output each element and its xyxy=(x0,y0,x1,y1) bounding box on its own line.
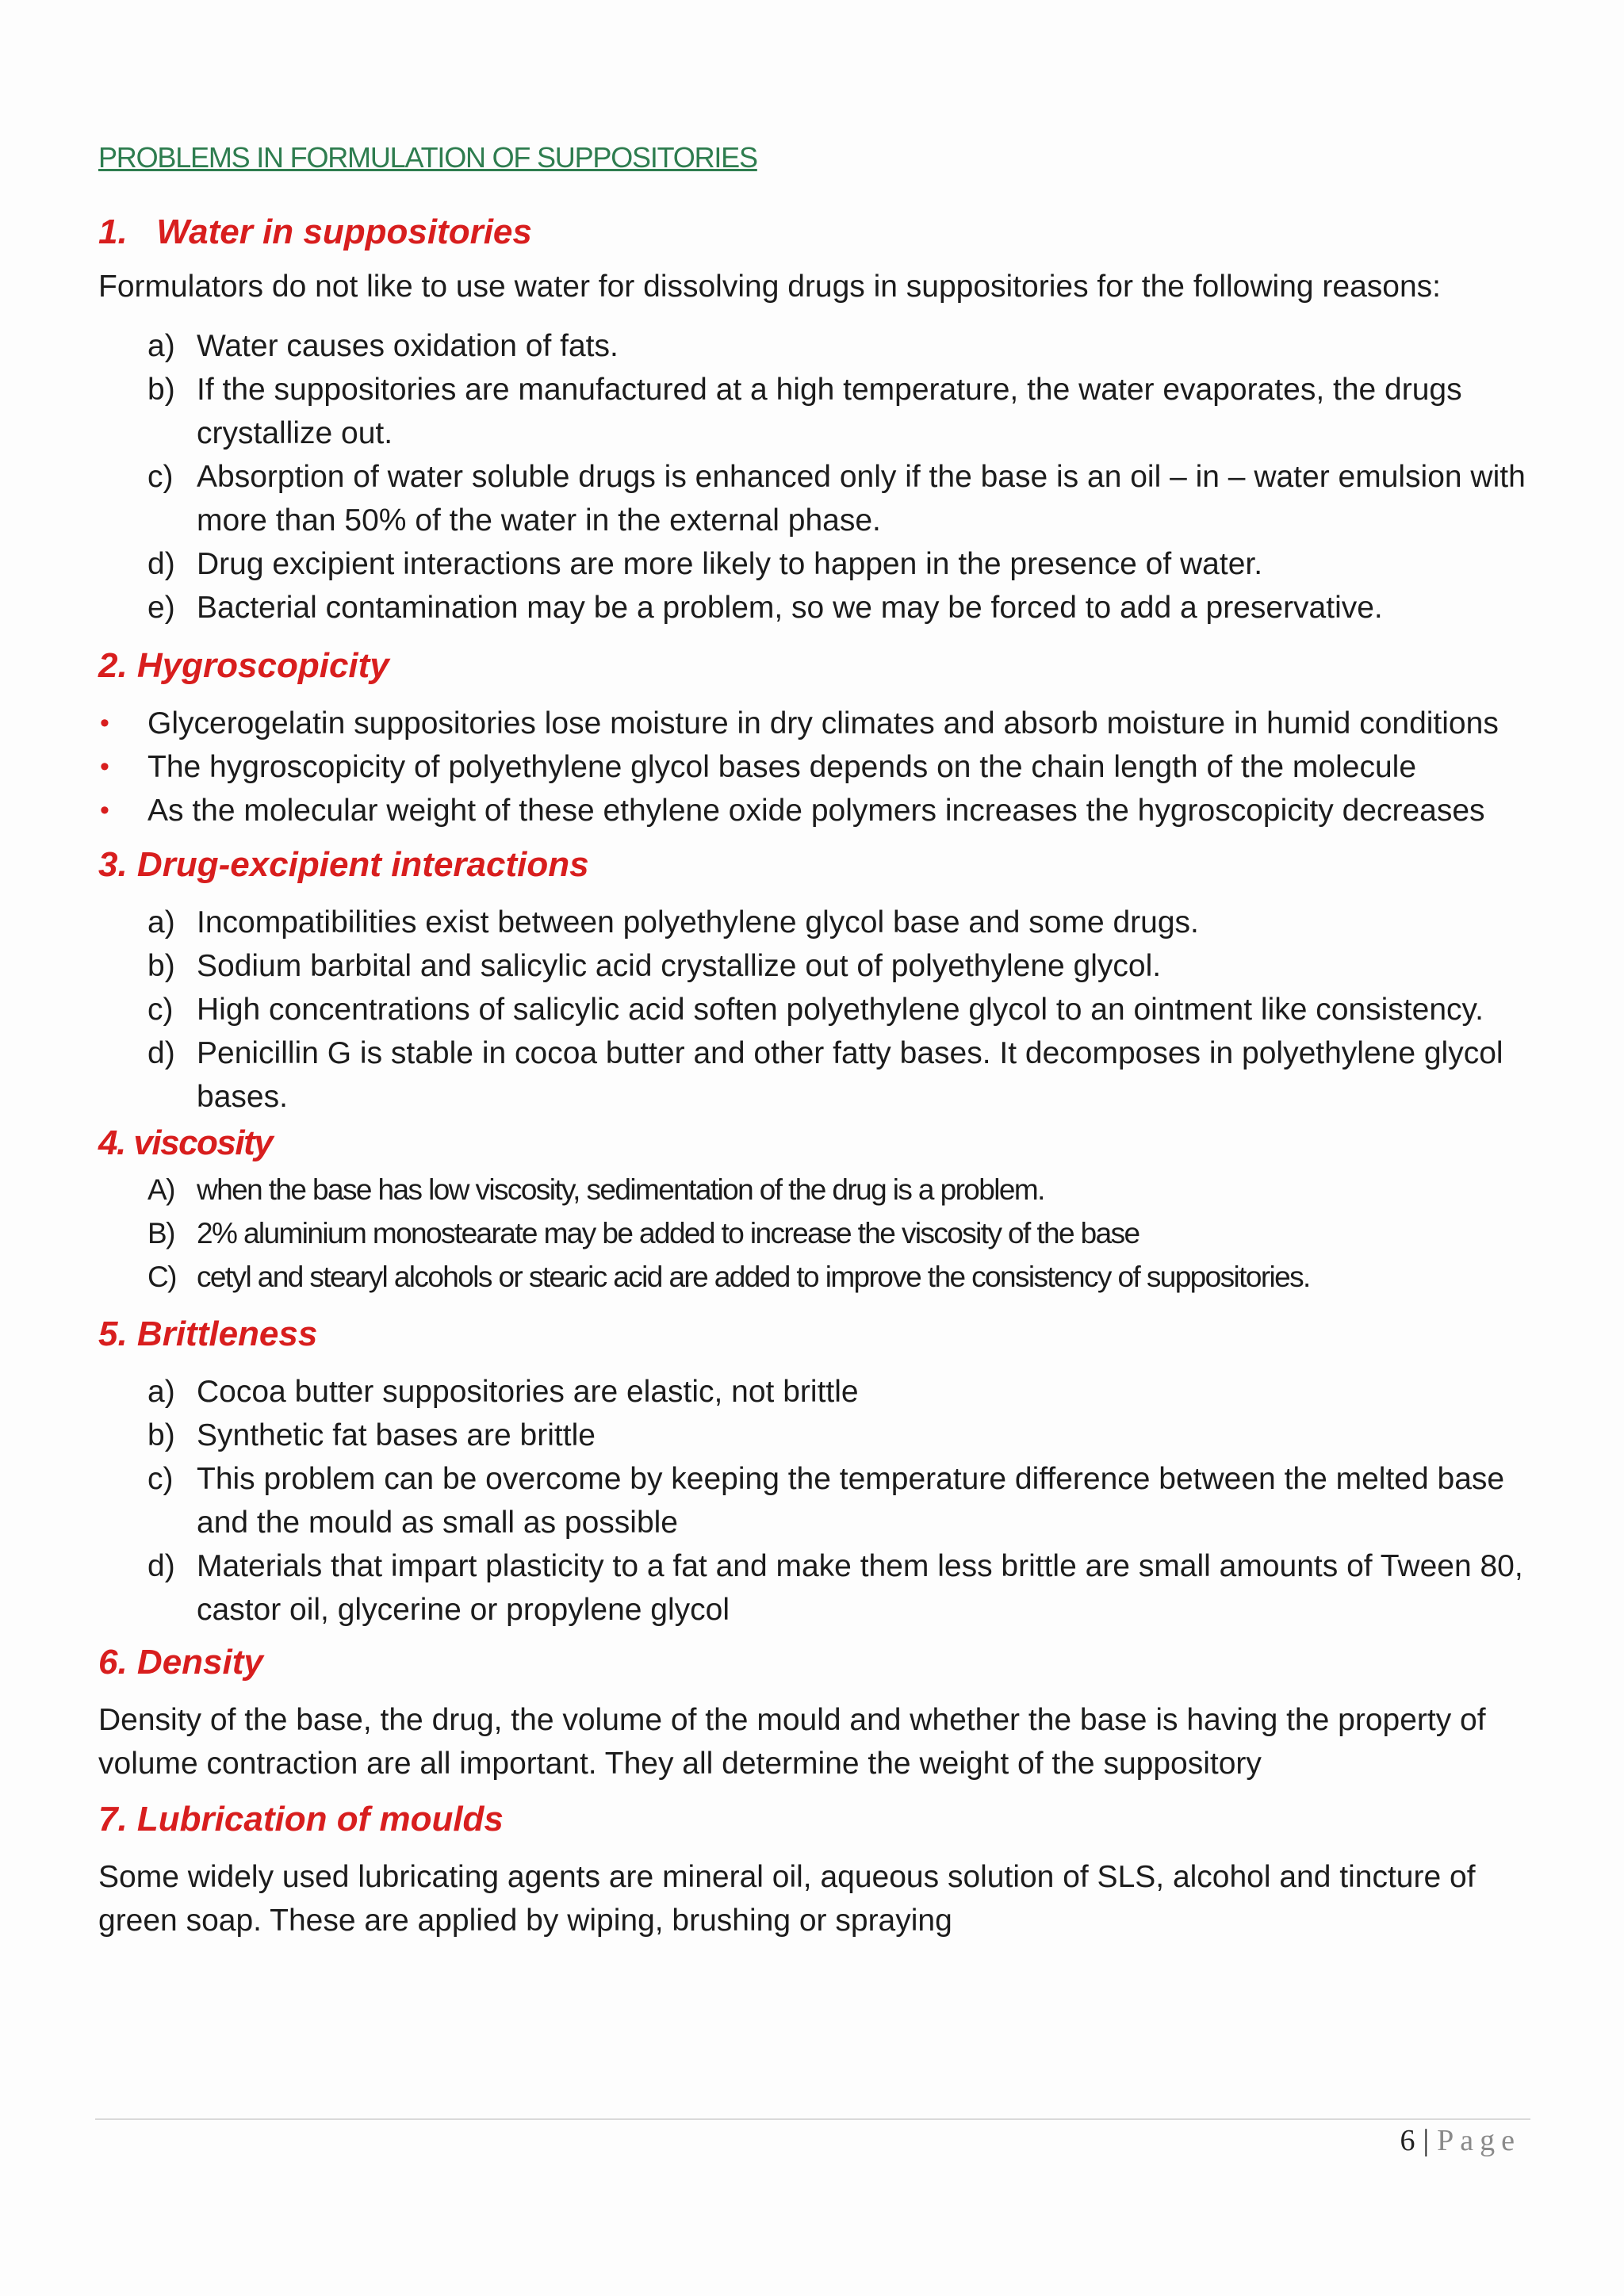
viscosity-list xyxy=(98,1168,1534,1299)
list-item-text: Incompatibilities exist between polyethylene glycol base and some drugs. xyxy=(197,905,1199,939)
list-marker: d) xyxy=(147,1549,175,1583)
footer-separator: | xyxy=(1423,2124,1430,2157)
section-heading-density: 6. Density xyxy=(98,1643,263,1682)
list-marker: d) xyxy=(147,547,175,581)
section-brittleness xyxy=(98,1310,1534,1632)
list-item-text: Water causes oxidation of fats. xyxy=(197,329,619,363)
section-heading-interactions: 3. Drug-excipient interactions xyxy=(98,845,589,884)
list-marker: a) xyxy=(147,905,175,939)
list-marker: A) xyxy=(147,1173,174,1206)
section-lubrication xyxy=(98,1795,1534,1942)
list-item-text: Penicillin G is stable in cocoa butter and other fatty bases. It decomposes in polyethylene glycol bases. xyxy=(197,1036,1503,1114)
bullet-icon: • xyxy=(100,795,109,825)
list-item-text: This problem can be overcome by keeping the temperature difference between the melted base and the mould as small as possible xyxy=(197,1462,1505,1540)
document-title: PROBLEMS IN FORMULATION OF SUPPOSITORIES xyxy=(98,141,757,174)
page-label: Page xyxy=(1437,2124,1521,2157)
list-item xyxy=(98,1031,1534,1119)
list-marker: c) xyxy=(147,993,174,1027)
list-item-text: 2% aluminium monostearate may be added to increase the viscosity of the base xyxy=(197,1217,1139,1249)
section-heading-viscosity: 4. viscosity xyxy=(98,1123,273,1162)
page-footer xyxy=(1400,2123,1521,2158)
list-marker: a) xyxy=(147,329,175,363)
list-item xyxy=(98,586,1534,629)
section-water xyxy=(98,208,1534,629)
section-density xyxy=(98,1638,1534,1785)
list-item-text: Drug excipient interactions are more likely to happen in the presence of water. xyxy=(197,547,1263,581)
list-item xyxy=(98,1255,1534,1299)
list-marker: a) xyxy=(147,1375,175,1409)
section-heading-lubrication: 7. Lubrication of moulds xyxy=(98,1800,504,1839)
bullet-item-text: As the molecular weight of these ethylene oxide polymers increases the hygroscopicity decreases xyxy=(147,794,1485,828)
section-heading-brittleness: 5. Brittleness xyxy=(98,1314,318,1353)
bullet-item xyxy=(98,789,1534,832)
section-hygroscopicity xyxy=(98,641,1534,832)
page-number: 6 xyxy=(1400,2124,1415,2157)
list-item xyxy=(98,1457,1534,1544)
bullet-icon: • xyxy=(100,752,109,782)
list-item-text: If the suppositories are manufactured at a high temperature, the water evaporates, the drugs crystallize out. xyxy=(197,373,1462,450)
list-item-text: Bacterial contamination may be a problem, so we may be forced to add a preservative. xyxy=(197,591,1383,625)
document-body xyxy=(98,208,1534,1942)
hygroscopicity-bullet-list xyxy=(98,702,1534,832)
list-item-text: Sodium barbital and salicylic acid crystallize out of polyethylene glycol. xyxy=(197,949,1162,983)
list-item-text: High concentrations of salicylic acid soften polyethylene glycol to an ointment like consistency. xyxy=(197,993,1484,1027)
list-marker: d) xyxy=(147,1036,175,1070)
section-heading-water: 1. Water in suppositories xyxy=(98,212,532,251)
list-item xyxy=(98,455,1534,542)
list-item-text: Materials that impart plasticity to a fat and make them less brittle are small amounts of Tween 80, castor oil, glycerine or propylene glycol xyxy=(197,1549,1523,1627)
bullet-item xyxy=(98,745,1534,789)
list-marker: b) xyxy=(147,949,175,983)
list-marker: c) xyxy=(147,1462,174,1496)
list-item xyxy=(98,1544,1534,1632)
section-interactions xyxy=(98,840,1534,1119)
list-item xyxy=(98,1370,1534,1414)
list-item-text: Absorption of water soluble drugs is enhanced only if the base is an oil – in – water emulsion with more than 50% of the water in the external phase. xyxy=(197,460,1526,538)
list-marker: c) xyxy=(147,460,174,494)
list-marker: b) xyxy=(147,373,175,407)
list-item xyxy=(98,324,1534,368)
section-body-density: Density of the base, the drug, the volume of the mould and whether the base is having the property of volume contraction are all important. They all determine the weight of the suppository xyxy=(98,1703,1486,1781)
bullet-item xyxy=(98,702,1534,745)
list-item-text: Cocoa butter suppositories are elastic, not brittle xyxy=(197,1375,859,1409)
list-item-text: when the base has low viscosity, sedimentation of the drug is a problem. xyxy=(197,1173,1044,1206)
list-item xyxy=(98,944,1534,988)
water-reason-list xyxy=(98,324,1534,629)
list-marker: b) xyxy=(147,1418,175,1452)
list-item xyxy=(98,1168,1534,1211)
list-item xyxy=(98,988,1534,1031)
list-item xyxy=(98,1211,1534,1255)
list-marker: C) xyxy=(147,1261,176,1293)
bullet-item-text: The hygroscopicity of polyethylene glycol bases depends on the chain length of the molecule xyxy=(147,750,1417,784)
section-viscosity xyxy=(98,1119,1534,1299)
section-intro-water: Formulators do not like to use water for dissolving drugs in suppositories for the following reasons: xyxy=(98,270,1441,304)
bullet-icon: • xyxy=(100,708,109,738)
brittleness-list xyxy=(98,1370,1534,1632)
list-item xyxy=(98,368,1534,455)
section-heading-hygroscopicity: 2. Hygroscopicity xyxy=(98,646,389,685)
interactions-list xyxy=(98,901,1534,1119)
bullet-item-text: Glycerogelatin suppositories lose moisture in dry climates and absorb moisture in humid conditions xyxy=(147,706,1499,740)
list-marker: B) xyxy=(147,1217,174,1249)
footer-divider xyxy=(95,2118,1530,2120)
list-item xyxy=(98,542,1534,586)
list-item-text: cetyl and stearyl alcohols or stearic acid are added to improve the consistency of suppositories. xyxy=(197,1261,1310,1293)
list-marker: e) xyxy=(147,591,175,625)
list-item xyxy=(98,901,1534,944)
section-body-lubrication: Some widely used lubricating agents are mineral oil, aqueous solution of SLS, alcohol and tincture of green soap. These are applied by wiping, brushing or spraying xyxy=(98,1860,1476,1938)
list-item xyxy=(98,1414,1534,1457)
list-item-text: Synthetic fat bases are brittle xyxy=(197,1418,596,1452)
